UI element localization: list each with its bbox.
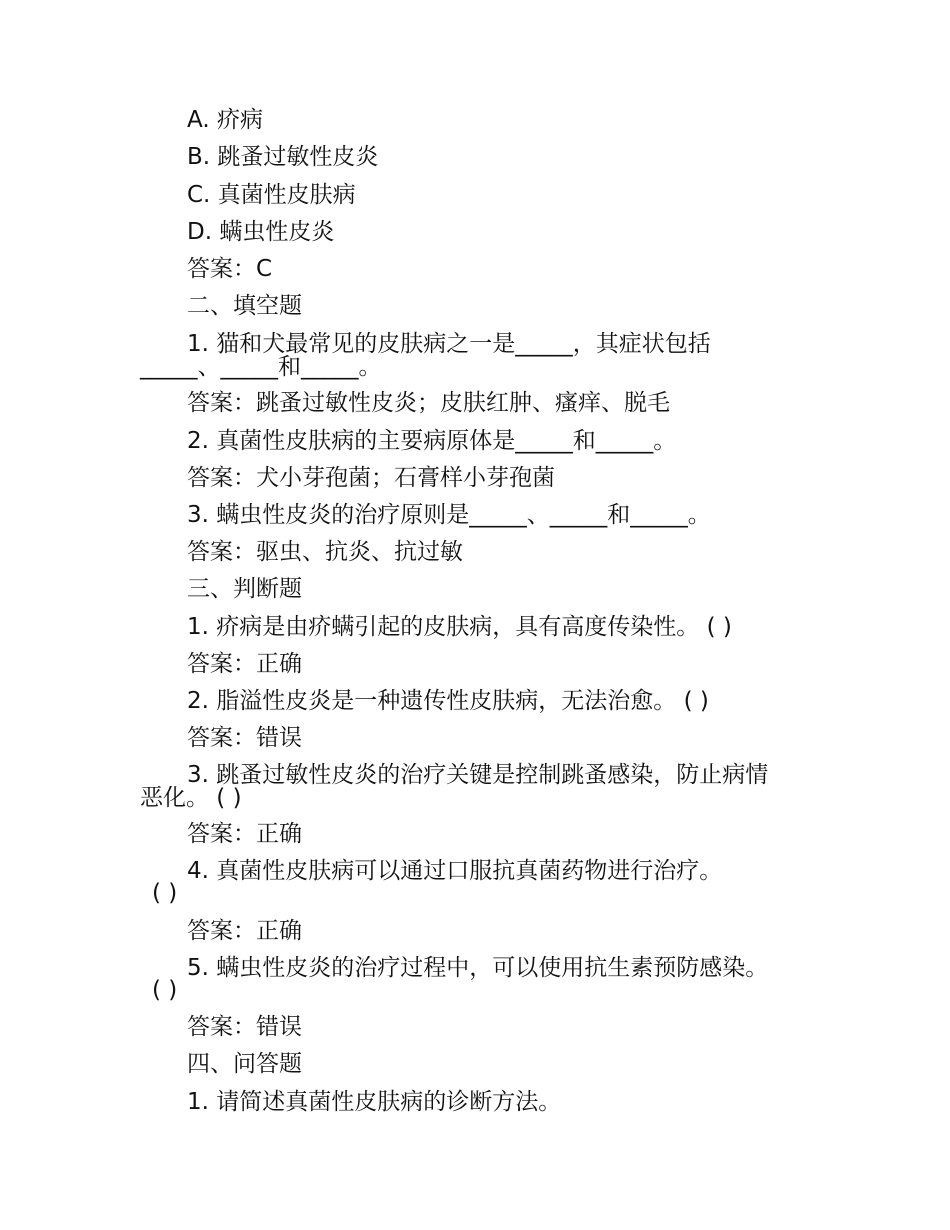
tf-q4-line1: 4. 真菌性皮肤病可以通过口服抗真菌药物进行治疗。	[187, 858, 723, 884]
option-b: B. 跳蚤过敏性皮炎	[187, 144, 379, 170]
mc-answer: 答案：C	[187, 256, 273, 282]
tf-a2: 答案：错误	[187, 725, 302, 751]
tf-section-heading: 三、判断题	[187, 576, 302, 602]
tf-q5-line2: ( )	[152, 977, 178, 1003]
tf-a4: 答案：正确	[187, 918, 302, 944]
fill-a1: 答案：跳蚤过敏性皮炎；皮肤红肿、瘙痒、脱毛	[187, 390, 670, 416]
tf-q3-line2: 恶化。 ( )	[140, 785, 242, 811]
fill-q1-line2: _____、_____和_____。	[140, 354, 382, 380]
fill-q3: 3. 螨虫性皮炎的治疗原则是_____、_____和_____。	[187, 502, 711, 528]
tf-q5-line1: 5. 螨虫性皮炎的治疗过程中，可以使用抗生素预防感染。	[187, 955, 769, 981]
option-c: C. 真菌性皮肤病	[187, 182, 356, 208]
fill-a3: 答案：驱虫、抗炎、抗过敏	[187, 539, 463, 565]
tf-a3: 答案：正确	[187, 821, 302, 847]
tf-q1: 1. 疥病是由疥螨引起的皮肤病，具有高度传染性。 ( )	[187, 614, 732, 640]
tf-a5: 答案：错误	[187, 1014, 302, 1040]
qa-section-heading: 四、问答题	[187, 1051, 302, 1077]
tf-q3-line1: 3. 跳蚤过敏性皮炎的治疗关键是控制跳蚤感染，防止病情	[187, 762, 769, 788]
tf-a1: 答案：正确	[187, 651, 302, 677]
qa-q1: 1. 请简述真菌性皮肤病的诊断方法。	[187, 1089, 562, 1115]
option-a: A. 疥病	[187, 107, 263, 133]
tf-q4-line2: ( )	[152, 880, 178, 906]
tf-q2: 2. 脂溢性皮炎是一种遗传性皮肤病，无法治愈。 ( )	[187, 688, 709, 714]
option-d: D. 螨虫性皮炎	[187, 219, 335, 245]
fill-section-heading: 二、填空题	[187, 293, 302, 319]
fill-a2: 答案：犬小芽孢菌；石膏样小芽孢菌	[187, 465, 555, 491]
fill-q1-line1: 1. 猫和犬最常见的皮肤病之一是_____，其症状包括	[187, 331, 711, 357]
fill-q2: 2. 真菌性皮肤病的主要病原体是_____和_____。	[187, 428, 677, 454]
